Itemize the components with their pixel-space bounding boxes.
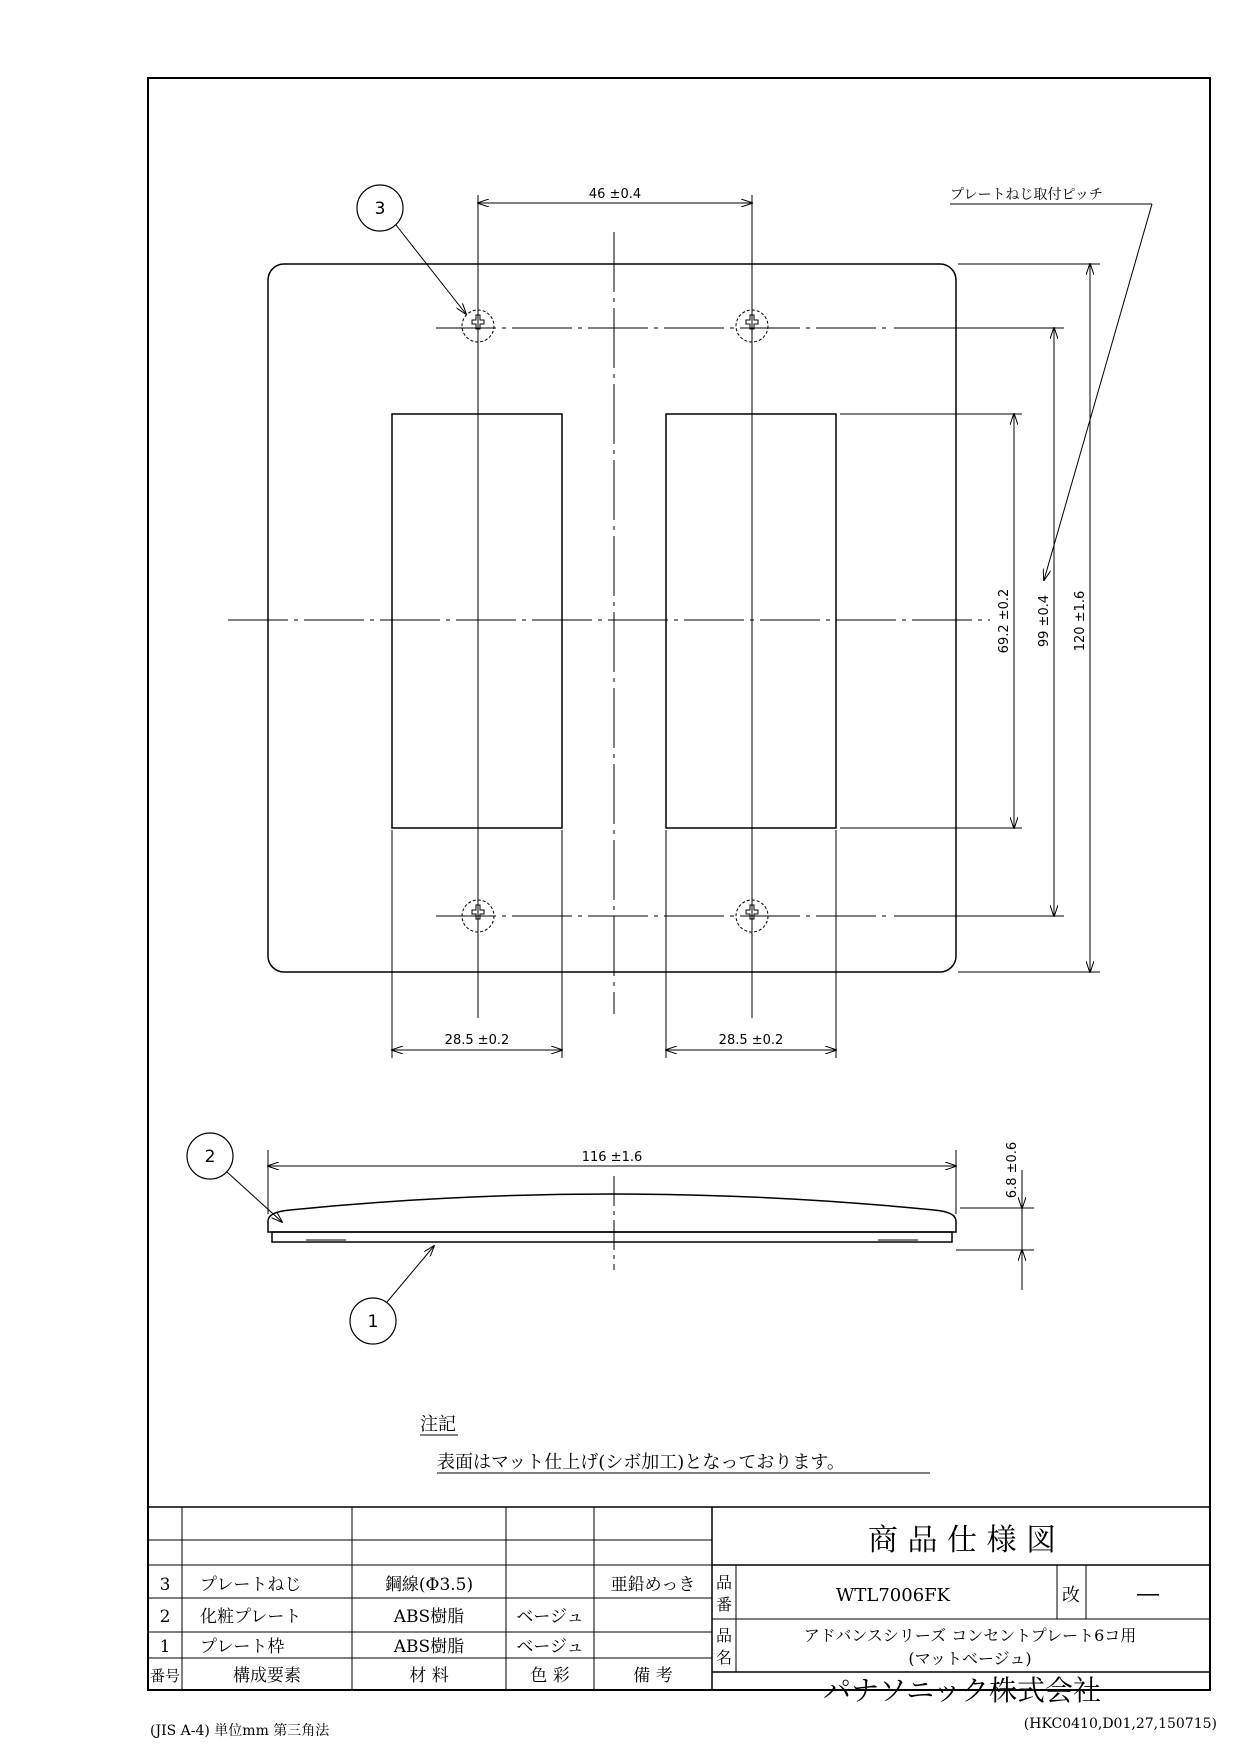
part-number: WTL7006FK xyxy=(835,1585,951,1606)
dim-plate-width: 116 ±1.6 xyxy=(581,1150,643,1165)
company-name: パナソニック株式会社 xyxy=(822,1674,1102,1707)
dimension-lines xyxy=(392,203,1090,1050)
part-name-line2: (マットベージュ) xyxy=(908,1649,1032,1668)
part-name-line1: アドバンスシリーズ コンセントプレート6コ用 xyxy=(803,1626,1137,1645)
notes-heading: 注記 xyxy=(420,1414,456,1435)
table-row-2-no: 2 xyxy=(159,1607,171,1627)
footer-right: (HKC0410,D01,27,150715) xyxy=(1023,1716,1217,1732)
dim-opening-height: 69.2 ±0.2 xyxy=(997,588,1012,654)
pitch-leader xyxy=(1044,204,1152,580)
table-row-3-material: 鋼線(Φ3.5) xyxy=(384,1575,474,1595)
center-lines xyxy=(228,232,990,1014)
callout-1-leader xyxy=(387,1246,434,1302)
callout-3-label: 3 xyxy=(374,199,386,219)
front-view xyxy=(228,185,1152,1058)
dim-plate-height: 120 ±1.6 xyxy=(1073,590,1088,652)
part-no-label-2: 番 xyxy=(715,1595,733,1614)
table-header-material: 材 料 xyxy=(409,1666,449,1686)
dim-opening-width-right: 28.5 ±0.2 xyxy=(718,1033,784,1048)
dim-pitch-height: 99 ±0.4 xyxy=(1037,594,1052,648)
table-row-3-remarks: 亜鉛めっき xyxy=(610,1575,696,1595)
dim-pitch-width: 46 ±0.4 xyxy=(588,187,642,202)
screw-pitch-label: プレートねじ取付ピッチ xyxy=(950,187,1103,203)
part-name-label-1: 品 xyxy=(715,1626,733,1645)
table-row-1-material: ABS樹脂 xyxy=(393,1637,465,1657)
drawing-frame xyxy=(148,78,1210,1690)
notes-text: 表面はマット仕上げ(シボ加工)となっております。 xyxy=(437,1452,845,1473)
table-row-3-no: 3 xyxy=(159,1575,171,1595)
plate-outline xyxy=(268,264,956,972)
revision-label: 改 xyxy=(1062,1585,1080,1606)
table-row-2-material: ABS樹脂 xyxy=(393,1607,465,1627)
revision-value: ── xyxy=(1137,1585,1159,1606)
table-row-1-color: ベージュ xyxy=(516,1637,584,1657)
footer-left: (JIS A-4) 単位mm 第三角法 xyxy=(150,1723,330,1739)
parts-table xyxy=(148,1507,712,1690)
table-row-1-no: 1 xyxy=(159,1637,171,1657)
table-header-color: 色 彩 xyxy=(530,1666,570,1686)
table-header-remarks: 備 考 xyxy=(633,1666,673,1686)
callout-2-leader xyxy=(227,1172,282,1222)
callout-3-leader xyxy=(396,225,466,314)
table-header-component: 構成要素 xyxy=(233,1666,301,1686)
opening-left xyxy=(392,414,562,828)
title-block-title: 商 品 仕 様 図 xyxy=(867,1523,1057,1558)
callout-1-label: 1 xyxy=(367,1312,379,1332)
table-row-2-component: 化粧プレート xyxy=(200,1607,302,1627)
table-header-no: 番号 xyxy=(149,1667,181,1685)
part-no-label-1: 品 xyxy=(715,1573,733,1592)
frame-profile xyxy=(272,1232,952,1242)
table-row-2-color: ベージュ xyxy=(516,1607,584,1627)
table-row-1-component: プレート枠 xyxy=(200,1637,285,1657)
opening-right xyxy=(666,414,836,828)
table-row-3-component: プレートねじ xyxy=(200,1575,302,1595)
plate-profile xyxy=(268,1194,956,1232)
dim-opening-width-left: 28.5 ±0.2 xyxy=(444,1033,510,1048)
part-name-label-2: 名 xyxy=(715,1648,733,1667)
callout-2-label: 2 xyxy=(204,1147,216,1167)
dim-thickness: 6.8 ±0.6 xyxy=(1005,1141,1020,1199)
